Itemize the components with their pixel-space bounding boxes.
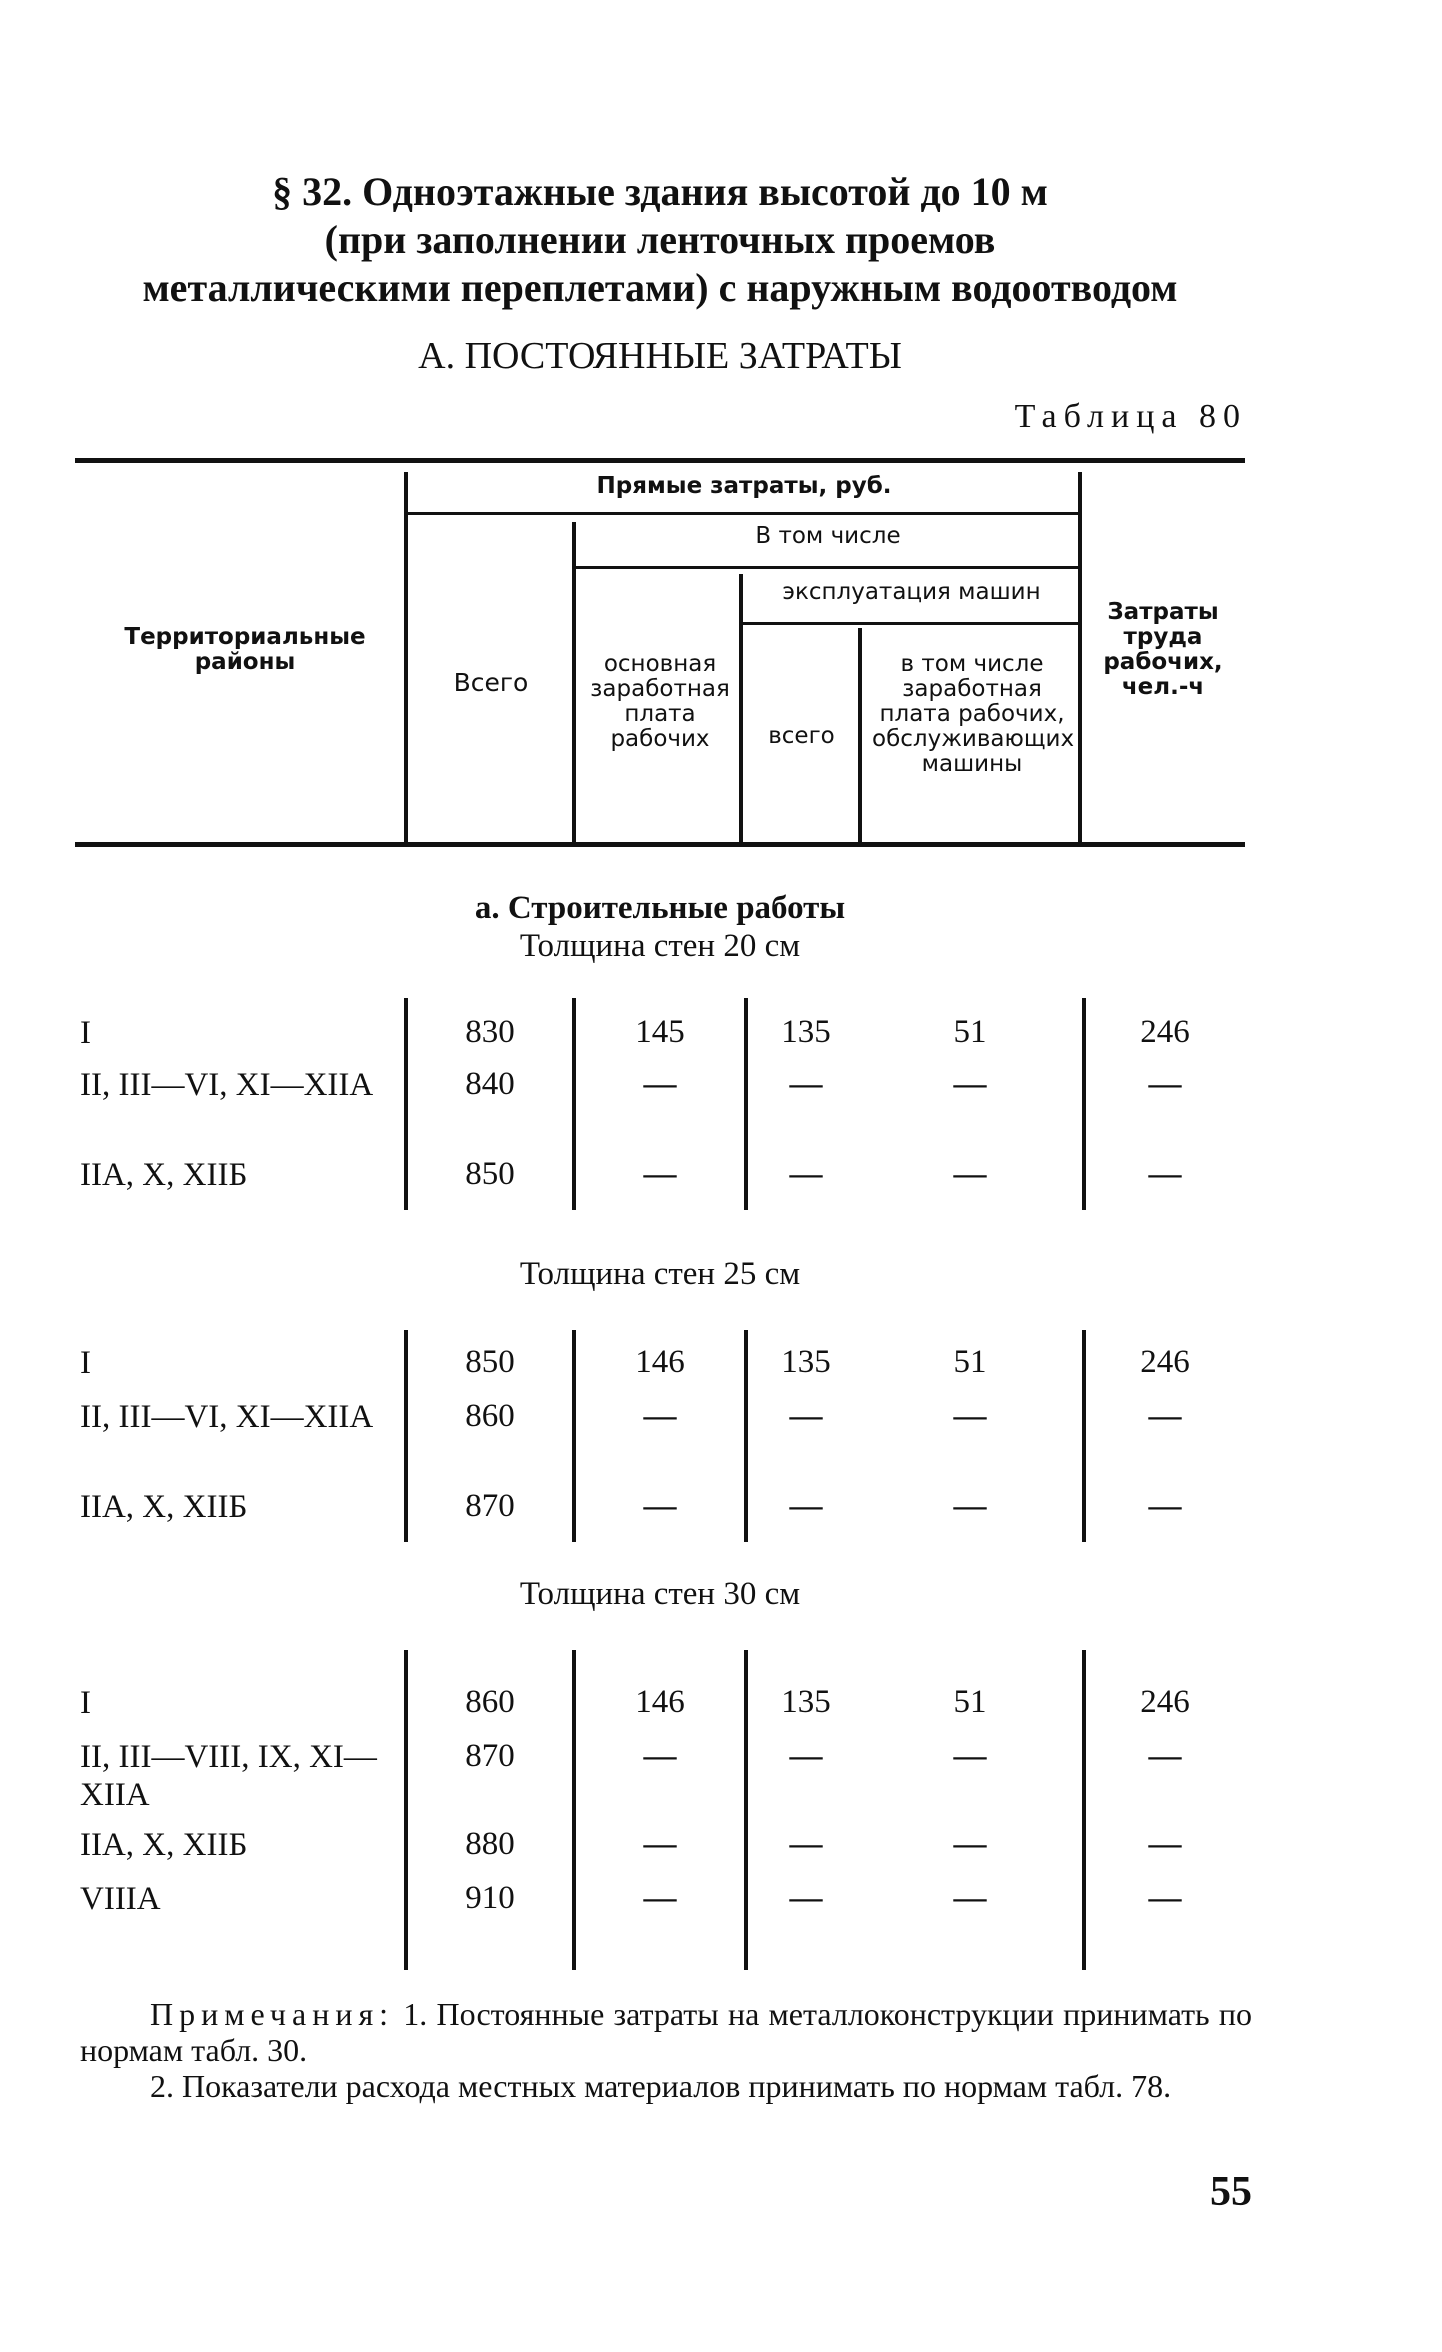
section-title-line-3: металлическими переплетами) с наружным водоотводом xyxy=(142,265,1178,310)
header-including: В том числе xyxy=(755,523,901,549)
s3-divider-4 xyxy=(1082,1650,1086,1970)
row-region: IIА, X, XIIБ xyxy=(80,1827,248,1863)
cell-labor: — xyxy=(1148,1066,1182,1102)
cell-machine-wage: 51 xyxy=(953,1344,987,1380)
cell-machine: — xyxy=(789,1826,823,1862)
header-col-divider-5 xyxy=(1078,472,1082,844)
cell-wage: — xyxy=(643,1826,677,1862)
note-2: 2. Показатели расхода местных материалов принимать по нормам табл. 78. xyxy=(150,2068,1172,2104)
cell-total: 910 xyxy=(465,1880,515,1916)
row-region: II, III—VI, XI—XIIА xyxy=(80,1399,374,1435)
cell-labor: — xyxy=(1148,1826,1182,1862)
header-machine-operation: эксплуатация машин xyxy=(782,579,1041,605)
table-label: Таблица 80 xyxy=(1014,398,1247,435)
section-title-25: Толщина стен 25 см xyxy=(519,1256,801,1292)
header-machine-wage: в том числе заработная плата рабочих, обслуживающих машины xyxy=(872,651,1075,777)
cell-total: 860 xyxy=(465,1398,515,1434)
cell-wage: — xyxy=(643,1488,677,1524)
cell-machine: 135 xyxy=(781,1014,831,1050)
cell-machine: 135 xyxy=(781,1344,831,1380)
header-rule-direct xyxy=(408,512,1080,515)
cell-total: 870 xyxy=(465,1488,515,1524)
section-title-line-1: § 32. Одноэтажные здания высотой до 10 м xyxy=(272,169,1048,214)
cell-wage: 146 xyxy=(635,1344,685,1380)
note-1-text: 1. Постоянные затраты на металлоконструкции принимать по нормам табл. 30. xyxy=(80,1996,1253,2068)
s3-divider-2 xyxy=(572,1650,576,1970)
note-1 xyxy=(80,1996,1252,2068)
s2-divider-4 xyxy=(1082,1330,1086,1542)
cell-wage: 146 xyxy=(635,1684,685,1720)
cell-machine-wage: — xyxy=(953,1826,987,1862)
cell-total: 870 xyxy=(465,1738,515,1774)
row-region: I xyxy=(80,1015,91,1051)
section-title-20: Толщина стен 20 см xyxy=(519,928,801,964)
header-col-divider-1 xyxy=(404,472,408,844)
subheading: А. ПОСТОЯННЫЕ ЗАТРАТЫ xyxy=(418,335,902,377)
page-number: 55 xyxy=(1210,2169,1252,2215)
cell-total: 850 xyxy=(465,1156,515,1192)
row-region: II, III—VIII, IX, XI—XIIА xyxy=(80,1739,377,1813)
header-labor: Затраты труда рабочих, чел.-ч xyxy=(1103,599,1223,700)
s2-divider-2 xyxy=(572,1330,576,1542)
cell-total: 830 xyxy=(465,1014,515,1050)
cell-machine: — xyxy=(789,1880,823,1916)
cell-machine-wage: — xyxy=(953,1880,987,1916)
row-region: IIА, X, XIIБ xyxy=(80,1157,248,1193)
row-region: VIIIА xyxy=(80,1881,161,1917)
cell-labor: — xyxy=(1148,1880,1182,1916)
cell-machine: — xyxy=(789,1488,823,1524)
cell-labor: — xyxy=(1148,1398,1182,1434)
cell-machine: — xyxy=(789,1156,823,1192)
row-region: II, III—VI, XI—XIIА xyxy=(80,1067,374,1103)
row-region: I xyxy=(80,1345,91,1381)
s1-divider-4 xyxy=(1082,998,1086,1210)
s2-divider-3 xyxy=(744,1330,748,1542)
section-title-30: Толщина стен 30 см xyxy=(519,1576,801,1612)
cell-labor: — xyxy=(1148,1156,1182,1192)
cell-machine-wage: — xyxy=(953,1738,987,1774)
row-region: IIА, X, XIIБ xyxy=(80,1489,248,1525)
cell-machine: 135 xyxy=(781,1684,831,1720)
section-title-line-2: (при заполнении ленточных проемов xyxy=(324,217,996,262)
cell-machine-wage: — xyxy=(953,1156,987,1192)
cell-machine: — xyxy=(789,1738,823,1774)
cell-machine-wage: — xyxy=(953,1066,987,1102)
cell-wage: — xyxy=(643,1880,677,1916)
s3-divider-3 xyxy=(744,1650,748,1970)
cell-labor: 246 xyxy=(1140,1684,1190,1720)
cell-total: 880 xyxy=(465,1826,515,1862)
cell-total: 850 xyxy=(465,1344,515,1380)
cell-labor: — xyxy=(1148,1488,1182,1524)
cell-machine-wage: — xyxy=(953,1398,987,1434)
cell-wage: — xyxy=(643,1156,677,1192)
header-col-divider-3 xyxy=(739,574,743,844)
header-direct-costs: Прямые затраты, руб. xyxy=(596,473,892,499)
cell-total: 840 xyxy=(465,1066,515,1102)
cell-machine-wage: 51 xyxy=(953,1014,987,1050)
header-total: Всего xyxy=(453,668,529,697)
cell-total: 860 xyxy=(465,1684,515,1720)
cell-labor: 246 xyxy=(1140,1014,1190,1050)
header-base-wage: основная заработная плата рабочих xyxy=(590,651,730,752)
cell-labor: 246 xyxy=(1140,1344,1190,1380)
notes-prefix: Примечания: xyxy=(150,1996,395,2032)
group-title: а. Строительные работы xyxy=(474,890,846,926)
cell-wage: 145 xyxy=(635,1014,685,1050)
row-region: I xyxy=(80,1685,91,1721)
header-rule-machines xyxy=(743,622,1080,625)
header-rule-including xyxy=(576,566,1080,569)
cell-machine: — xyxy=(789,1398,823,1434)
header-top-rule xyxy=(75,458,1245,463)
cell-machine-wage: 51 xyxy=(953,1684,987,1720)
header-col-divider-4 xyxy=(858,628,862,844)
s1-divider-1 xyxy=(404,998,408,1210)
cell-machine: — xyxy=(789,1066,823,1102)
cell-machine-wage: — xyxy=(953,1488,987,1524)
s2-divider-1 xyxy=(404,1330,408,1542)
s1-divider-2 xyxy=(572,998,576,1210)
cell-wage: — xyxy=(643,1398,677,1434)
header-col-divider-2 xyxy=(572,522,576,844)
cell-wage: — xyxy=(643,1066,677,1102)
cell-labor: — xyxy=(1148,1738,1182,1774)
header-bottom-rule xyxy=(75,842,1245,847)
header-territorial: Территориальные районы xyxy=(124,624,366,675)
s1-divider-3 xyxy=(744,998,748,1210)
cell-wage: — xyxy=(643,1738,677,1774)
header-machine-total: всего xyxy=(768,723,835,749)
